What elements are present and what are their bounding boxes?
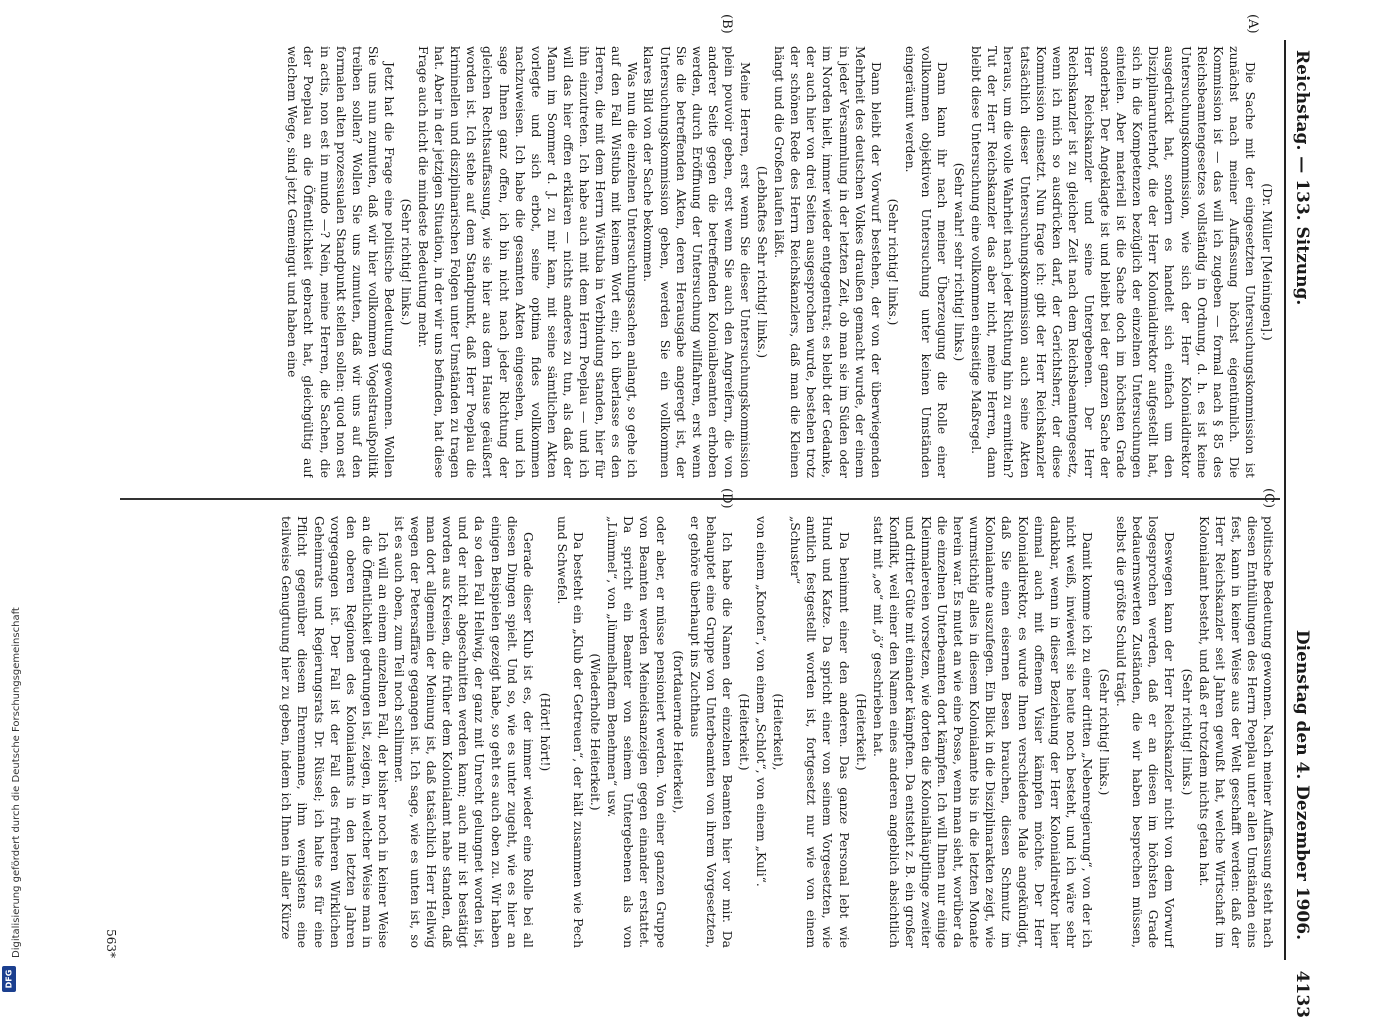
margin-strip [0, 0, 22, 1000]
paragraph: Was nun die einzelnen Untersuchungssachen anlangt, so gehe ich auf den Fall Wistuba mit keinem Wort ein; ich überlasse es den Herren, die mit dem Herrn Wistuba in Verbindung standen, hier für ihn einzutreten. Ich habe auch mit dem Herrn Poeplau — und ich will das hier offen erklären — nichts anderes zu tun, als daß der Mann im Sommer d. J. zu mir kam, mit seine sämtlichen Akten vorlegte und sich erbot, seine optima fides vollkommen nachzuweisen. Ich habe die gesamten Akten eingesehen, und ich sage Ihnen ganz offen, ich bin nicht nach jeder Richtung der gleichen Rechtsauffassung, wie sie hier aus dem Hause geäußert worden ist. Ich stehe auf dem Standpunkt, daß Herr Poeplau die kriminellen und disziplinarischen Folgen unter Umständen zu tragen hat. Aber in der jetzigen Situation, in der wir uns befinden, hat diese Frage auch nicht die mindeste Bedeutung mehr. [416, 46, 640, 478]
interjection: (fortdauernde Heiterkeit), [670, 650, 685, 814]
paragraph: Meine Herren, erst wenn Sie dieser Untersuchungskommission plein pouvoir geben, erst wenn Sie auch den Angreifern, die von anderer Seite gegen die betreffenden Kolonialbeamten erhoben werden, durch Eröffnung der Untersuchung willfahren, erst wenn Sie die betreffenden Akten, deren Herausgabe angeregt ist, der Untersuchungskommission geben, werden Sie ein vollkommen klares Bild von der Sache bekommen. [641, 46, 752, 478]
margin-letter-b: (B) [719, 14, 734, 34]
header-date: Dienstag den 4. Dezember 1906. [1292, 629, 1312, 940]
speaker-line: (Dr. Müller [Meiningen].) [1260, 183, 1274, 341]
header-chamber: Reichstag. — 133. Sitzung. [1292, 50, 1312, 306]
paragraph: Dann kann ihr nach meiner Überzeugung die Rolle einer vollkommen objektiven Untersuchung unter keinen Umständen eingeräumt werden. [902, 46, 950, 478]
left-column [126, 46, 1276, 478]
interjection: (Heiterkeit.) [853, 693, 868, 771]
paragraph: Damit komme ich zu einer dritten „Nebenregierung“, von der ich nicht weiß, inwieweit sie heute noch besteht, und ich wäre sehr dankbar, wenn in dieser Beziehung der Herr Kolonialdirektor hier einmal auch mit offenem Visier kämpfen möchte. Der Herr Kolonialdirektor, es wurde Ihnen verschiedene Male angekündigt, daß Sie einen eisernen Besen brauchen, diesen Schmutz im Kolonialamte auszufegen. Ein Blick in die Disziplinarakten zeigt, wie wurmstichig alles in diesem Kolonialamte bis in die letzten Monate herein war. Es mutet an wie eine Posse, wenn man sieht, worüber da die einzelnen Unterbeamten dort kämpfen. Ich will Ihnen nur einige Kleinmalereien vorsetzen, wie dorten die Kolonialhäuptlinge zweiter und dritter Güte mit einander kämpften. Da entsteht z. B. ein großer Konflikt, weil einer den Namen eines anderen angeblich absichtlich statt mit „oe“ mit „ö“ geschrieben hat. [870, 516, 1094, 948]
paragraph: Da benimmt einer den anderen. Das ganze Personal lebt wie Hund und Katze. Da spricht einer von seinem Vorgesetzten, wie amtlich festgestellt worden ist, fortgesetzt nur wie von einem „Schuster“ [788, 516, 851, 948]
paragraph: Dann bleibt der Vorwurf bestehen, der von der überwiegenden Mehrheit des deutschen Volkes draußen gemacht wurde, der einem in jeder Versammlung in der letzten Zeit, ob man sie im Süden oder im Norden hielt, immer wieder entgegentrat; es bleibt der Gedanke, der auch hier von drei Seiten ausgesprochen wurde, bestehen trotz der schönen Rede des Herrn Reichskanzlers, daß man die Kleinen hängt und die Großen laufen läßt. [772, 46, 883, 478]
interjection: (Heiterkeit), [771, 693, 786, 771]
dfg-logo: DFG [2, 966, 16, 992]
margin-letter-a: (A) [1245, 14, 1260, 34]
paragraph: Die Sache mit der eingesetzten Untersuchungskommission ist zunächst nach meiner Auffassung höchst eigentümlich. Die Kommission ist — das will ich zugeben — formal nach § 85 des Reichsbeamtengesetzes vollständig in Ordnung, d. h. es ist keine Untersuchungskommission, wie sich der Herr Kolonialdirektor ausgedrückt hat, sondern es handelt sich einfach um den Disziplinarunterhof, die der Herr Kolonialdirektor aufgestellt hat, sich in die Kompetenzen bezüglich der einzelnen Untersuchungen einteilen. Aber materiell ist die Sache doch im höchsten Grade sonderbar. Der Angeklagte ist und bleibt bei der ganzen Sache der Herr Reichskanzler und seine Untergebenen. Der Herr Reichskanzler ist zu gleicher Zeit nach dem Reichsbeamtengesetz, wenn ich mich so ausdrücken darf, der Gerichtsherr, der diese Kommission einsetzt. Nun frage ich: gibt der Herr Reichskanzler tatsächlich dieser Untersuchungskommission auch seine Akten heraus, um die volle Wahrheit nach jeder Richtung hin zu ermitteln? Tut der Herr Reichskanzler das aber nicht, meine Herren, dann bleibt diese Untersuchung eine vollkommen einseitige Maßregel. [969, 46, 1257, 478]
paragraph: von einem „Knoten“, von einem „Schlot“, von einem „Kuli“. [754, 516, 769, 887]
digitization-credit: Digitalisierung gefördert durch die Deutsche Forschungsgemeinschaft [11, 607, 22, 958]
scanned-page [88, 14, 1320, 1018]
paragraph: oder aber, er müsse pensioniert werden. Von einer ganzen Gruppe von Beamten werden Meineidsanzeigen gegen einander erstattet. Da spricht ein Beamter von seinem Untergebenen als von „Lümmel“, von „lümmelhaftem Benehmen“ usw. [605, 516, 668, 948]
paragraph: Jetzt hat die Frage eine politische Bedeutung gewonnen. Wollen Sie uns nun zumuten, daß wir hier vollkommen Vogelstraußpolitik treiben sollen? Wollen Sie uns zumuten, daß wir uns auf den formalen alten prozessualen Standpunkt stellen sollen: quod non est in actis, non est in mundo —? Nein, meine Herren, die Sachen, die der Poeplau an die Öffentlichkeit gebracht hat, gleichgültig auf welchem Wege, sind jetzt Gemeingut und haben eine [285, 46, 396, 478]
margin-letter-d: (D) [719, 488, 734, 509]
paragraph: Ich will an einem einzelnen Fall, der bisher noch in keiner Weise an die Öffentlichkeit gedrungen ist, zeigen, in welcher Weise man in den oberen Regionen des Kolonialamts in den letzten Jahren vorgegangen ist. Der Fall ist der Fall des früheren Wirklichen Geheimrats und Regierungsrats Dr. Rüssel; ich halte es für eine Pflicht gegenüber diesem Ehrenmanne, ihm wenigstens eine teilweise Genugtuung hier zu geben, indem ich Ihnen in aller Kürze [279, 516, 390, 948]
interjection: (Sehr richtig! links.) [1097, 668, 1112, 796]
interjection: (Hört! hört!) [537, 692, 552, 772]
printer-signature: 563* [104, 929, 118, 958]
paragraph: politische Bedeutung gewonnen. Nach meiner Auffassung steht nach diesen Enthüllungen des Herrn Poeplau unter allen Umständen eins fest, kann in keiner Weise aus der Welt geschafft werden: daß der Herr Reichskanzler seit Jahren gewußt hat, welche Wirtschaft im Kolonialamt besteht, und daß er trotzdem nichts getan hat. [1196, 516, 1275, 948]
page-header [1284, 40, 1320, 1018]
column-divider [120, 498, 1280, 500]
page-footer [96, 40, 120, 960]
interjection: (Sehr richtig! links.) [885, 198, 900, 326]
page-number: 4133 [1292, 970, 1312, 1018]
right-column [126, 516, 1276, 948]
interjection: (Sehr richtig! links.) [1179, 668, 1194, 796]
interjection: (Sehr wahr! sehr richtig! links.) [952, 162, 967, 362]
paragraph: Gerade dieser Klub ist es, der immer wieder eine Rolle bei all diesen Dingen spielt. Und so, wie es unter zugeht, wie es hier an einigen Beispielen gezeigt habe, so geht es auch oben zu. Wir haben da so den Fall Hellwig, der ganz mit Unrecht gelungnet worden ist, und der nicht abgeschnitten werden kann; auch mir ist bestätigt worden aus Kreisen, die früher dem Kolonialamt nahe standen, daß man dort allgemein der Meinung ist, daß tatsächlich Herr Hellwig wegen der Petersaffäre gegangen ist. Ich sage, wie es unten ist, so ist es auch oben, zum Teil noch schlimmer. [392, 516, 535, 948]
paragraph: Deswegen kann der Herr Reichskanzler nicht von dem Vorwurf losgesprochen werden, daß er an diesen im höchsten Grade bedauernswerten Zuständen, die wir haben besprechen müssen, selbst die größte Schuld trägt. [1114, 516, 1177, 948]
interjection: (Wiederholte Heiterkeit.) [588, 653, 603, 811]
interjection: (Lebhaftes Sehr richtig! links.) [755, 165, 770, 359]
interjection: (Heiterkeit.) [737, 693, 751, 771]
paragraph: Da besteht ein „Klub der Getreuen“, der hält zusammen wie Pech und Schwefel. [554, 516, 586, 948]
interjection: (Sehr richtig! links.) [399, 198, 414, 326]
paragraph: Ich habe die Namen der einzelnen Beamten hier vor mir. Da behauptet eine Gruppe von Unterbeamten von ihrem Vorgesetzten, er gehöre überhaupt ins Zuchthaus [687, 516, 734, 948]
margin-letter-c: (C) [1261, 488, 1276, 509]
